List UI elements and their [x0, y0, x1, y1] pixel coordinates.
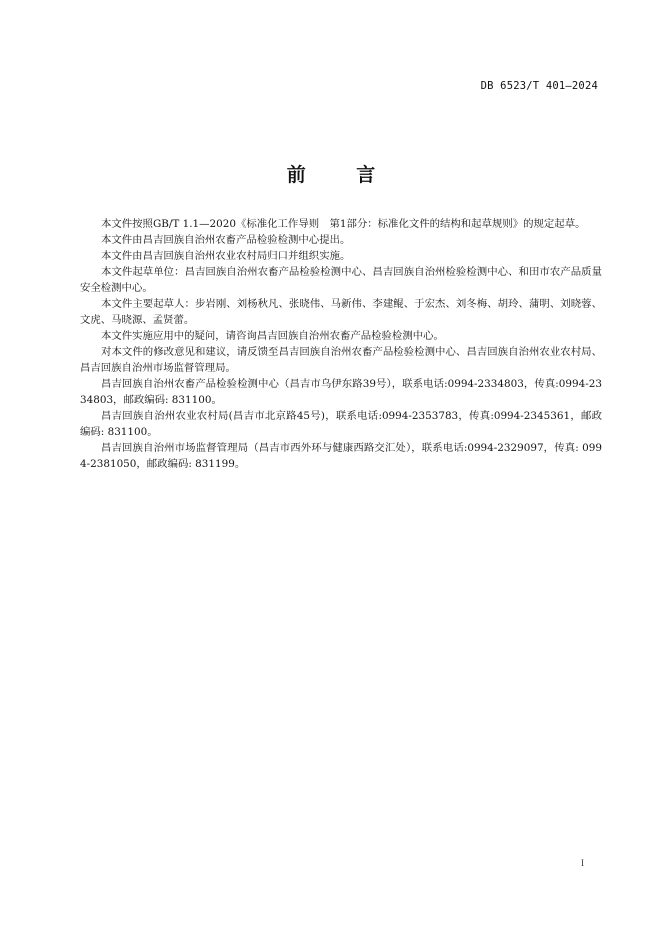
paragraph-inquiries: 本文件实施应用中的疑问，请咨询昌吉回族自治州农畜产品检验检测中心。: [101, 330, 444, 342]
paragraph-proposer: 本文件由昌吉回族自治州农畜产品检验检测中心提出。: [101, 234, 351, 246]
section-title: 前 言: [286, 164, 398, 186]
paragraph-drafting-rule: 本文件按照GB/T 1.1—2020《标准化工作导则 第1部分：标准化文件的结构和起草规则》的规定起草。: [101, 218, 586, 230]
document-code: DB 6523/T 401—2024: [480, 80, 598, 92]
paragraph-contact-agriculture-bureau: 昌吉回族自治州农业农村局(昌吉市北京路45号)，联系电话:0994-2353783，传真:0994-2345361，邮政编码: 831100。: [80, 410, 602, 438]
paragraph-drafters: 本文件主要起草人：步岩刚、刘杨秋凡、张晓伟、马新伟、李建鲲、于宏杰、刘冬梅、胡玲、蒲明、刘晓蓉、文虎、马晓源、孟贤蕾。: [80, 298, 602, 326]
paragraph-administrator: 本文件由昌吉回族自治州农业农村局归口并组织实施。: [101, 250, 351, 262]
paragraph-contact-market-bureau: 昌吉回族自治州市场监督管理局（昌吉市西外环与健康西路交汇处），联系电话:0994-2329097，传真: 0994-2381050，邮政编码: 831199。: [80, 442, 602, 470]
paragraph-feedback: 对本文件的修改意见和建议，请反馈至昌吉回族自治州农畜产品检验检测中心、昌吉回族自治州农业农村局、昌吉回族自治州市场监督管理局。: [80, 346, 602, 374]
paragraph-contact-inspection-center: 昌吉回族自治州农畜产品检验检测中心（昌吉市乌伊东路39号），联系电话:0994-2334803，传真:0994-2334803，邮政编码: 831100。: [80, 378, 602, 406]
paragraph-drafting-units: 本文件起草单位：昌吉回族自治州农畜产品检验检测中心、昌吉回族自治州检验检测中心、和田市农产品质量安全检测中心。: [80, 266, 602, 294]
page-number: I: [581, 858, 584, 868]
document-body: [80, 216, 602, 472]
